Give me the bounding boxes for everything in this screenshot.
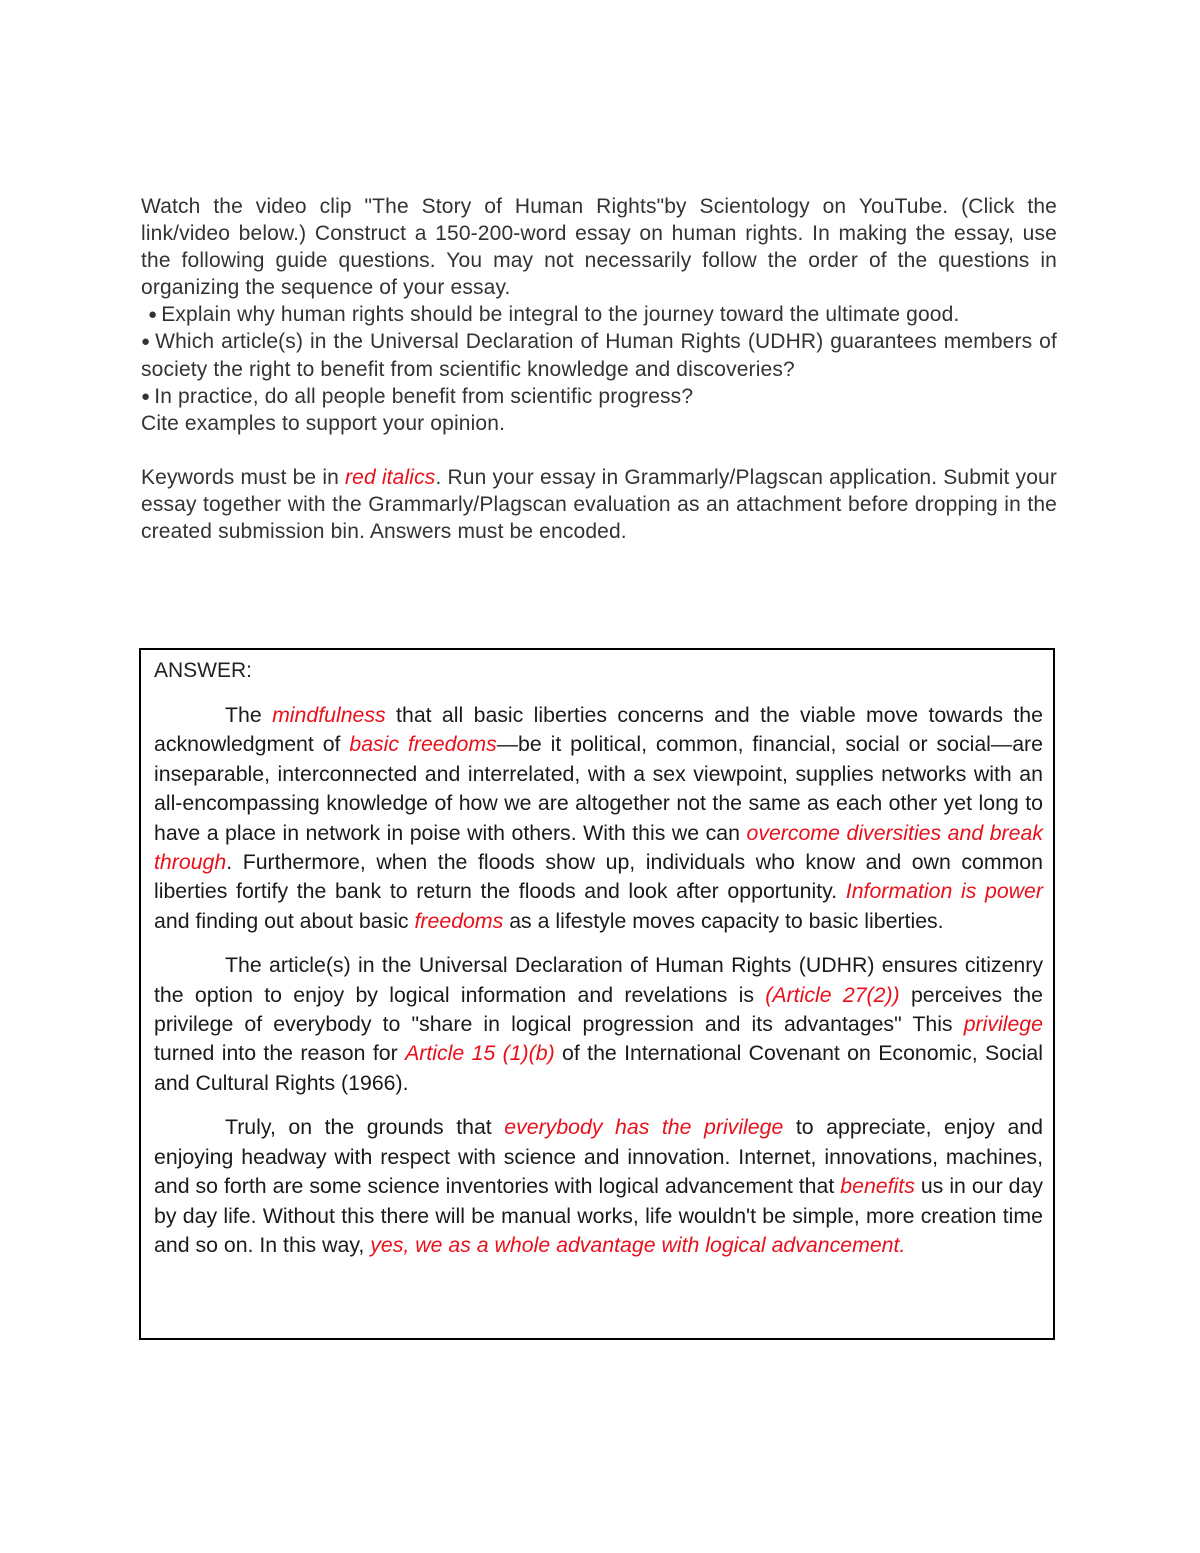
cite-instruction: Cite examples to support your opinion. bbox=[141, 411, 506, 435]
guide-question-2 bbox=[141, 328, 1057, 382]
bullet-icon: ● bbox=[148, 306, 158, 324]
answer-text: The article(s) in the Universal Declaration of Human Rights (UDHR) ensures citizenry the option to enjoy by logical information and revelations is bbox=[154, 953, 1043, 1007]
keyword-text: overcome diversities and break through bbox=[154, 820, 1043, 875]
paragraph-gap bbox=[141, 437, 1057, 464]
guide-question-text: Which article(s) in the Universal Declaration of Human Rights (UDHR) guarantees members of society the right to benefit from scientific knowledge and discoveries? bbox=[141, 330, 1057, 381]
bullet-icon: ● bbox=[141, 333, 152, 351]
keyword-text: yes, we as a whole advantage with logical advancement. bbox=[370, 1232, 906, 1257]
answer-box bbox=[139, 648, 1055, 1340]
guide-question-text: In practice, do all people benefit from scientific progress? bbox=[154, 384, 694, 408]
answer-text: that all basic liberties concerns and the viable move towards the acknowledgment of bbox=[154, 703, 1043, 757]
instructions-intro: Watch the video clip "The Story of Human Rights"by Scientology on YouTube. (Click the link/video below.) Construct a 150-200-word essay on human rights. In making the essay, use the following guide questions. You may not necessarily follow the order of the questions in organizing the sequence of your essay. bbox=[141, 195, 1057, 300]
answer-paragraph-1 bbox=[154, 701, 1043, 936]
answer-text: of the International Covenant on Economic, Social and Cultural Rights (1966). bbox=[154, 1041, 1044, 1095]
keyword-text: Information is power bbox=[845, 879, 1043, 904]
keyword-text: mindfulness bbox=[272, 703, 386, 727]
guide-question-text: Explain why human rights should be integral to the journey toward the ultimate good. bbox=[161, 303, 960, 327]
answer-text: Truly, on the grounds that bbox=[225, 1115, 505, 1140]
keyword-text: privilege bbox=[963, 1012, 1043, 1037]
answer-text: The bbox=[225, 703, 273, 727]
keyword-text: Article 15 (1)(b) bbox=[405, 1041, 555, 1066]
answer-text: perceives the privilege of everybody to "share in logical progression and its advantages" This bbox=[154, 982, 1043, 1037]
keyword-text: (Article 27(2)) bbox=[765, 982, 900, 1007]
answer-text: to appreciate, enjoy and enjoying headway with respect with science and innovation. Internet, innovations, machines, and so forth are some science inventories with logical advancement that bbox=[154, 1115, 1043, 1199]
answer-paragraph-3 bbox=[154, 1113, 1043, 1260]
keyword-text: freedoms bbox=[414, 908, 504, 933]
answer-text: and finding out about basic bbox=[154, 908, 415, 933]
keyword-text: benefits bbox=[840, 1174, 915, 1199]
answer-text: turned into the reason for bbox=[154, 1041, 406, 1066]
answer-body bbox=[154, 701, 1043, 1275]
keywords-prefix: Keywords must be in bbox=[141, 465, 346, 489]
keyword-text: basic freedoms bbox=[349, 732, 497, 757]
guide-question-3 bbox=[141, 383, 1057, 410]
answer-text: us in our day by day life. Without this there will be manual works, life wouldn't be simple, more creation time and so on. In this way, bbox=[154, 1174, 1043, 1257]
keywords-suffix: . Run your essay in Grammarly/Plagscan application. Submit your essay together with the Grammarly/Plagscan evaluation as an attachment before dropping in the created submission bin. Answers must be encoded. bbox=[141, 465, 1057, 544]
answer-text: . Furthermore, when the floods show up, individuals who know and own common liberties fortify the bank to return the floods and look after opportunity. bbox=[154, 850, 1043, 904]
answer-label: ANSWER: bbox=[154, 659, 253, 682]
answer-paragraph-2 bbox=[154, 951, 1043, 1098]
answer-text: —be it political, common, financial, social or social—are inseparable, interconnected and interrelated, with a sex viewpoint, supplies networks with an all-encompassing knowledge of how we are altogether not the same as each other yet long to have a place in network in poise with others. With this we can bbox=[154, 732, 1043, 845]
answer-text: as a lifestyle moves capacity to basic liberties. bbox=[503, 908, 944, 933]
keywords-emphasis: red italics bbox=[345, 465, 436, 489]
keyword-text: everybody has the privilege bbox=[504, 1115, 784, 1140]
instructions-block bbox=[141, 193, 1057, 545]
guide-question-1 bbox=[141, 301, 1057, 328]
bullet-icon: ● bbox=[141, 387, 151, 405]
keywords-instruction bbox=[141, 464, 1057, 545]
